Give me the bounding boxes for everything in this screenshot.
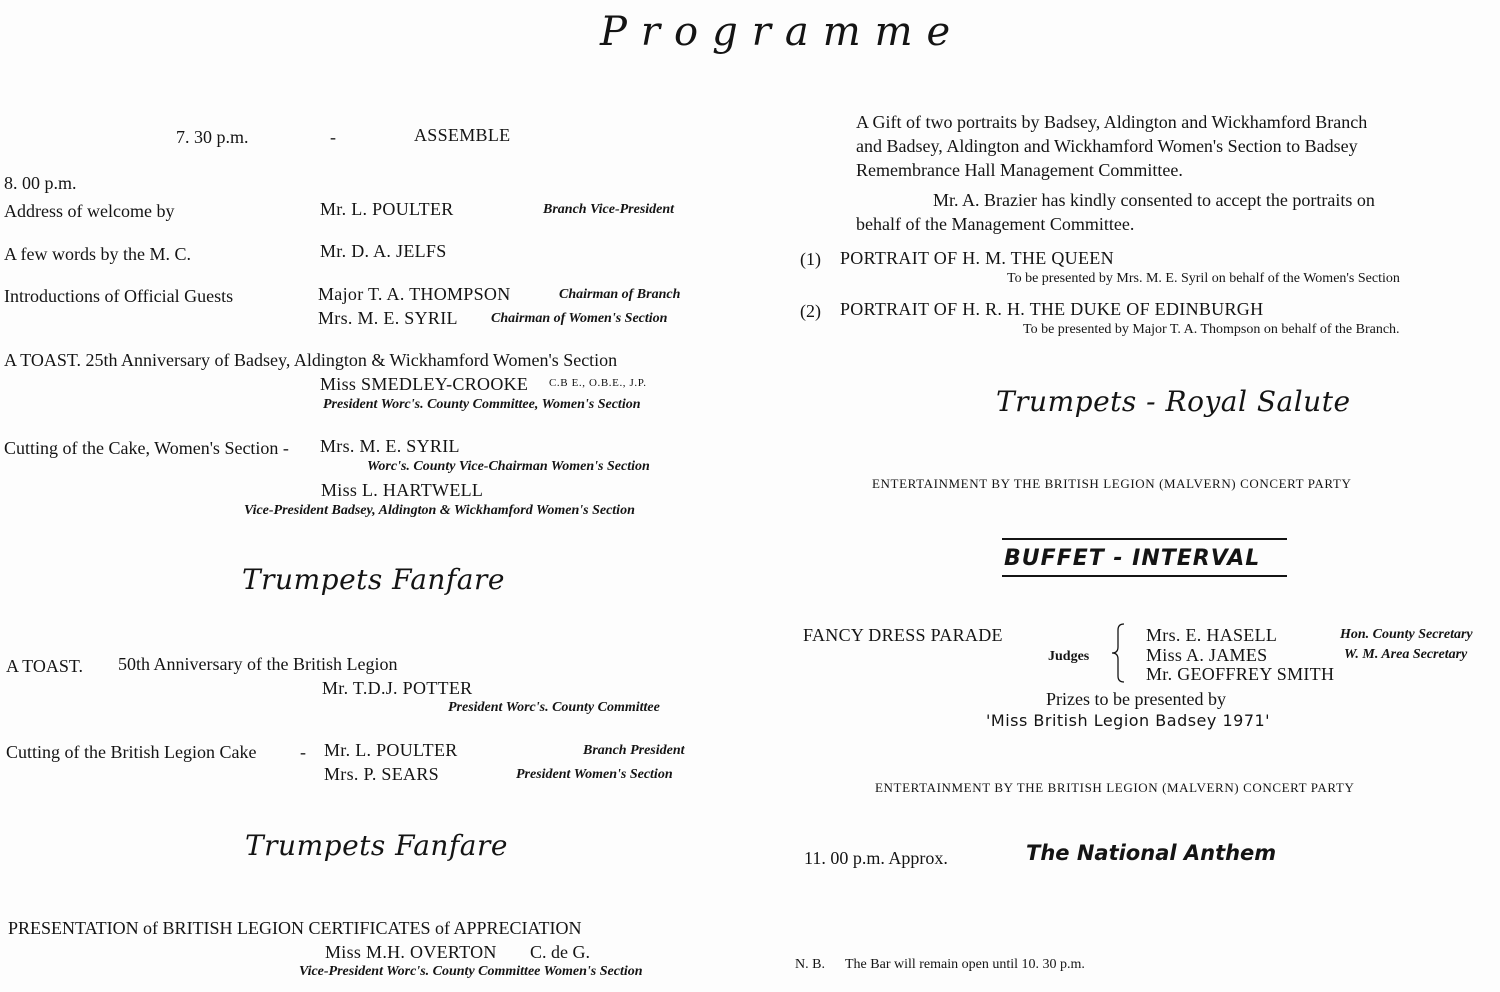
toast2-role: President Worc's. County Committee bbox=[448, 700, 660, 715]
gift-line-2: and Badsey, Aldington and Wickhamford Women's Section to Badsey bbox=[856, 136, 1358, 156]
entertainment-2: ENTERTAINMENT BY THE BRITISH LEGION (MALVERN) CONCERT PARTY bbox=[875, 780, 1355, 795]
cake1-name-2: Miss L. HARTWELL bbox=[321, 480, 484, 500]
assemble-label: ASSEMBLE bbox=[414, 125, 511, 145]
toast1-honours: C.B E., O.B.E., J.P. bbox=[549, 377, 647, 389]
cake1-role-1: Worc's. County Vice-Chairman Women's Section bbox=[367, 459, 650, 474]
trumpets-fanfare-1: Trumpets Fanfare bbox=[242, 563, 505, 596]
welcome-role: Branch Vice-President bbox=[543, 202, 675, 217]
nb-text: The Bar will remain open until 10. 30 p.m. bbox=[845, 957, 1085, 972]
toast2-text: 50th Anniversary of the British Legion bbox=[118, 654, 398, 674]
start-time: 8. 00 p.m. bbox=[4, 173, 77, 193]
guests-label: Introductions of Official Guests bbox=[4, 286, 234, 306]
presentation-role: Vice-President Worc's. County Committee Women's Section bbox=[299, 964, 643, 979]
welcome-label: Address of welcome by bbox=[4, 201, 175, 221]
brazier-line-1: Mr. A. Brazier has kindly consented to accept the portraits on bbox=[933, 190, 1375, 210]
mc-label: A few words by the M. C. bbox=[4, 244, 191, 264]
royal-salute: Trumpets - Royal Salute bbox=[996, 385, 1351, 418]
presentation-honours: C. de G. bbox=[530, 942, 590, 962]
presentation-name: Miss M.H. OVERTON bbox=[325, 942, 497, 962]
judge-1-role: Hon. County Secretary bbox=[1340, 627, 1473, 642]
miss-british-legion: 'Miss British Legion Badsey 1971' bbox=[986, 711, 1271, 730]
guest-name-2: Mrs. M. E. SYRIL bbox=[318, 308, 458, 328]
cake2-name-2: Mrs. P. SEARS bbox=[324, 764, 439, 784]
judges-label: Judges bbox=[1048, 649, 1090, 664]
judge-2-name: Miss A. JAMES bbox=[1146, 645, 1268, 665]
portrait2-title: PORTRAIT OF H. R. H. THE DUKE OF EDINBURGH bbox=[840, 299, 1264, 319]
page-title: Programme bbox=[600, 9, 965, 55]
cake1-label: Cutting of the Cake, Women's Section - bbox=[4, 438, 289, 458]
toast2-name: Mr. T.D.J. POTTER bbox=[322, 678, 473, 698]
cake2-name-1: Mr. L. POULTER bbox=[324, 740, 458, 760]
judges-brace bbox=[1102, 620, 1132, 686]
anthem-time: 11. 00 p.m. Approx. bbox=[804, 848, 948, 868]
toast1-name: Miss SMEDLEY-CROOKE bbox=[320, 374, 529, 394]
presentation-text: PRESENTATION of BRITISH LEGION CERTIFICATES of APPRECIATION bbox=[8, 918, 582, 938]
judge-1-name: Mrs. E. HASELL bbox=[1146, 625, 1278, 645]
judge-3-name: Mr. GEOFFREY SMITH bbox=[1146, 664, 1335, 684]
nb-label: N. B. bbox=[795, 957, 825, 972]
gift-line-3: Remembrance Hall Management Committee. bbox=[856, 160, 1183, 180]
cake2-role-2: President Women's Section bbox=[516, 767, 673, 782]
judge-2-role: W. M. Area Secretary bbox=[1344, 647, 1468, 662]
prizes-text: Prizes to be presented by bbox=[1046, 689, 1226, 709]
cake2-role-1: Branch President bbox=[583, 743, 685, 758]
cake1-name-1: Mrs. M. E. SYRIL bbox=[320, 436, 460, 456]
buffet-bottom-rule bbox=[1002, 575, 1287, 577]
buffet-interval: BUFFET - INTERVAL bbox=[1004, 546, 1261, 571]
cake2-dash: - bbox=[300, 742, 306, 762]
portrait2-note: To be presented by Major T. A. Thompson on behalf of the Branch. bbox=[1023, 322, 1400, 337]
gift-line-1: A Gift of two portraits by Badsey, Aldington and Wickhamford Branch bbox=[856, 112, 1368, 132]
cake1-role-2: Vice-President Badsey, Aldington & Wickhamford Women's Section bbox=[244, 503, 635, 518]
guest-role-2: Chairman of Women's Section bbox=[491, 311, 668, 326]
buffet-top-rule bbox=[1002, 538, 1287, 540]
guest-name-1: Major T. A. THOMPSON bbox=[318, 284, 511, 304]
trumpets-fanfare-2: Trumpets Fanfare bbox=[245, 829, 508, 862]
guest-role-1: Chairman of Branch bbox=[559, 287, 681, 302]
entertainment-1: ENTERTAINMENT BY THE BRITISH LEGION (MALVERN) CONCERT PARTY bbox=[872, 476, 1352, 491]
assemble-time: 7. 30 p.m. bbox=[176, 127, 249, 147]
toast1-role: President Worc's. County Committee, Women's Section bbox=[323, 397, 641, 412]
brazier-line-2: behalf of the Management Committee. bbox=[856, 214, 1135, 234]
fancy-dress-label: FANCY DRESS PARADE bbox=[803, 625, 1003, 645]
cake2-label: Cutting of the British Legion Cake bbox=[6, 742, 257, 762]
portrait1-num: (1) bbox=[800, 249, 821, 269]
toast2-label: A TOAST. bbox=[6, 656, 84, 676]
national-anthem: The National Anthem bbox=[1026, 841, 1277, 865]
portrait1-note: To be presented by Mrs. M. E. Syril on behalf of the Women's Section bbox=[1007, 271, 1400, 286]
portrait1-title: PORTRAIT OF H. M. THE QUEEN bbox=[840, 248, 1114, 268]
welcome-name: Mr. L. POULTER bbox=[320, 199, 454, 219]
mc-name: Mr. D. A. JELFS bbox=[320, 241, 447, 261]
portrait2-num: (2) bbox=[800, 301, 821, 321]
toast1-text: A TOAST. 25th Anniversary of Badsey, Aldington & Wickhamford Women's Section bbox=[4, 350, 618, 370]
assemble-dash: - bbox=[330, 127, 336, 147]
